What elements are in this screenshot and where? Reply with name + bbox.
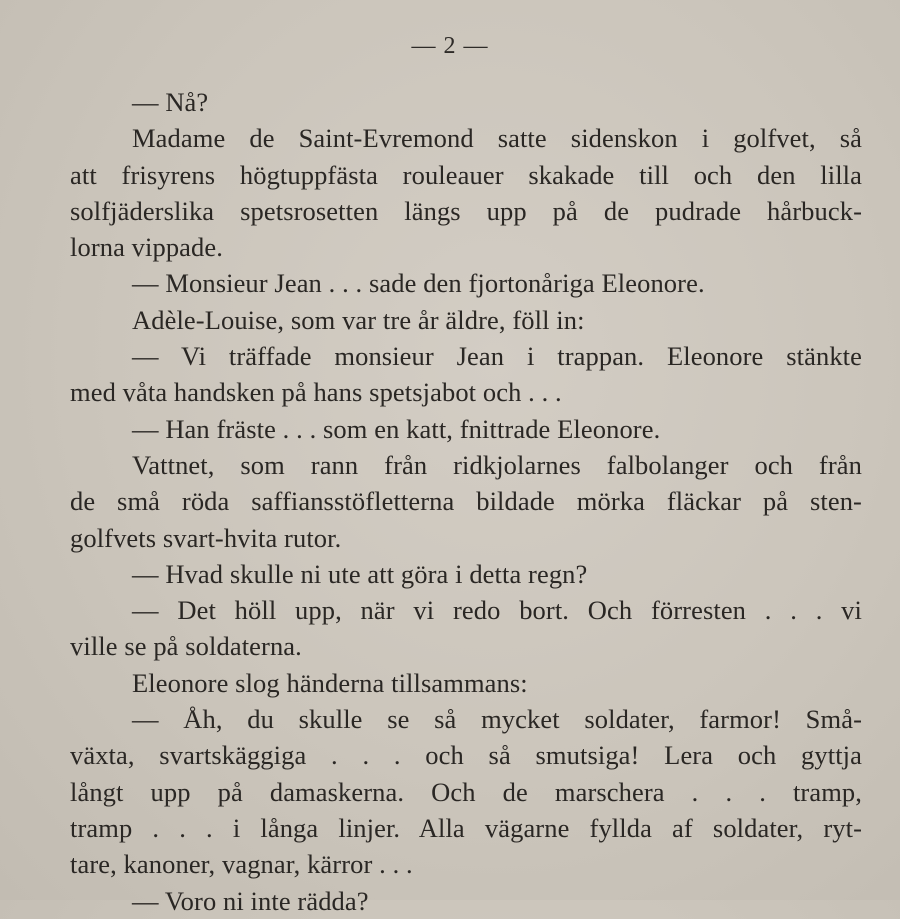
text-line: Adèle-Louise, som var tre år äldre, föll in:: [132, 304, 585, 335]
text-line: golfvets svart-hvita rutor.: [70, 522, 342, 553]
text-line: tramp . . . i långa linjer. Alla vägarne fyllda af soldater, ryt-: [70, 812, 862, 843]
text-line: med våta handsken på hans spetsjabot och . . .: [70, 377, 562, 408]
text-line: — Han fräste . . . som en katt, fnittrade Eleonore.: [132, 413, 661, 444]
text-line: långt upp på damaskerna. Och de marschera . . . tramp,: [70, 776, 862, 807]
text-line: att frisyrens högtuppfästa rouleauer skakade till och den lilla: [70, 159, 862, 190]
text-line: tare, kanoner, vagnar, kärror . . .: [70, 849, 413, 880]
text-line: solfjäderslika spetsrosetten längs upp på de pudrade hårbuck-: [70, 195, 862, 226]
text-line: — Voro ni inte rädda?: [132, 885, 369, 916]
text-line: — Åh, du skulle se så mycket soldater, farmor! Små-: [132, 704, 862, 735]
text-line: — Det höll upp, när vi redo bort. Och förresten . . . vi: [132, 595, 862, 626]
text-line: — Vi träffade monsieur Jean i trappan. Eleonore stänkte: [132, 341, 862, 372]
text-line: Eleonore slog händerna tillsammans:: [132, 667, 528, 698]
text-line: ville se på soldaterna.: [70, 631, 302, 662]
page-number: — 2 —: [411, 33, 489, 59]
text-line: växta, svartskäggiga . . . och så smutsiga! Lera och gyttja: [70, 740, 862, 771]
text-line: — Nå?: [132, 87, 209, 117]
text-line: — Monsieur Jean . . . sade den fjortonåriga Eleonore.: [132, 268, 705, 299]
text-line: — Hvad skulle ni ute att göra i detta regn?: [132, 558, 588, 589]
body-text: [70, 84, 862, 919]
text-line: lorna vippade.: [70, 232, 223, 263]
text-line: de små röda saffiansstöfletterna bildade mörka fläckar på sten-: [70, 486, 862, 517]
text-line: Madame de Saint-Evremond satte sidenskon i golfvet, så: [132, 123, 862, 154]
text-line: Vattnet, som rann från ridkjolarnes falbolanger och från: [132, 449, 862, 480]
